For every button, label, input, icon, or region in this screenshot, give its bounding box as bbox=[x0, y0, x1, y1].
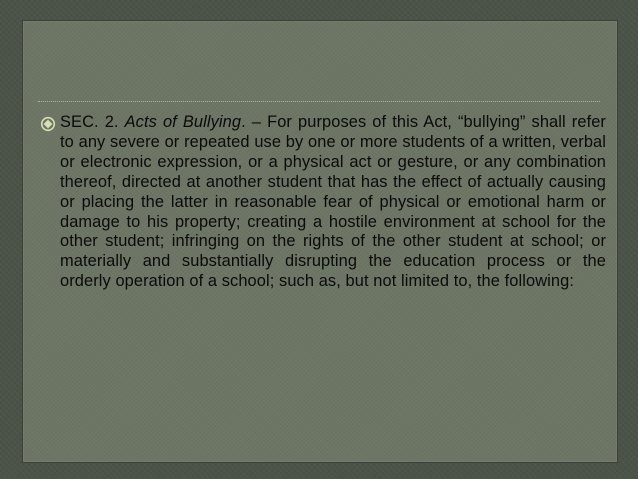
section-body: . – For purposes of this Act, “bullying” shall refer to any severe or repeated use by one or more students of a written, verbal or electronic expression, or a physical act or gesture, or any combination thereof, directed at another student that has the effect of actually causing or placing the latter in reasonable fear of physical or emotional harm or damage to his property; creating a hostile environment at school for the other student; infringing on the rights of the other student at school; or materially and substantially disrupting the education process or the orderly operation of a school; such as, but not limited to, the following: bbox=[60, 113, 606, 291]
title-divider bbox=[38, 101, 600, 102]
bullet-item bbox=[40, 113, 606, 292]
section-paragraph bbox=[60, 113, 606, 292]
section-number: SEC. 2. bbox=[60, 113, 125, 131]
wingding-diamond-bullet-icon bbox=[40, 116, 56, 132]
section-title: Acts of Bullying bbox=[124, 113, 242, 131]
